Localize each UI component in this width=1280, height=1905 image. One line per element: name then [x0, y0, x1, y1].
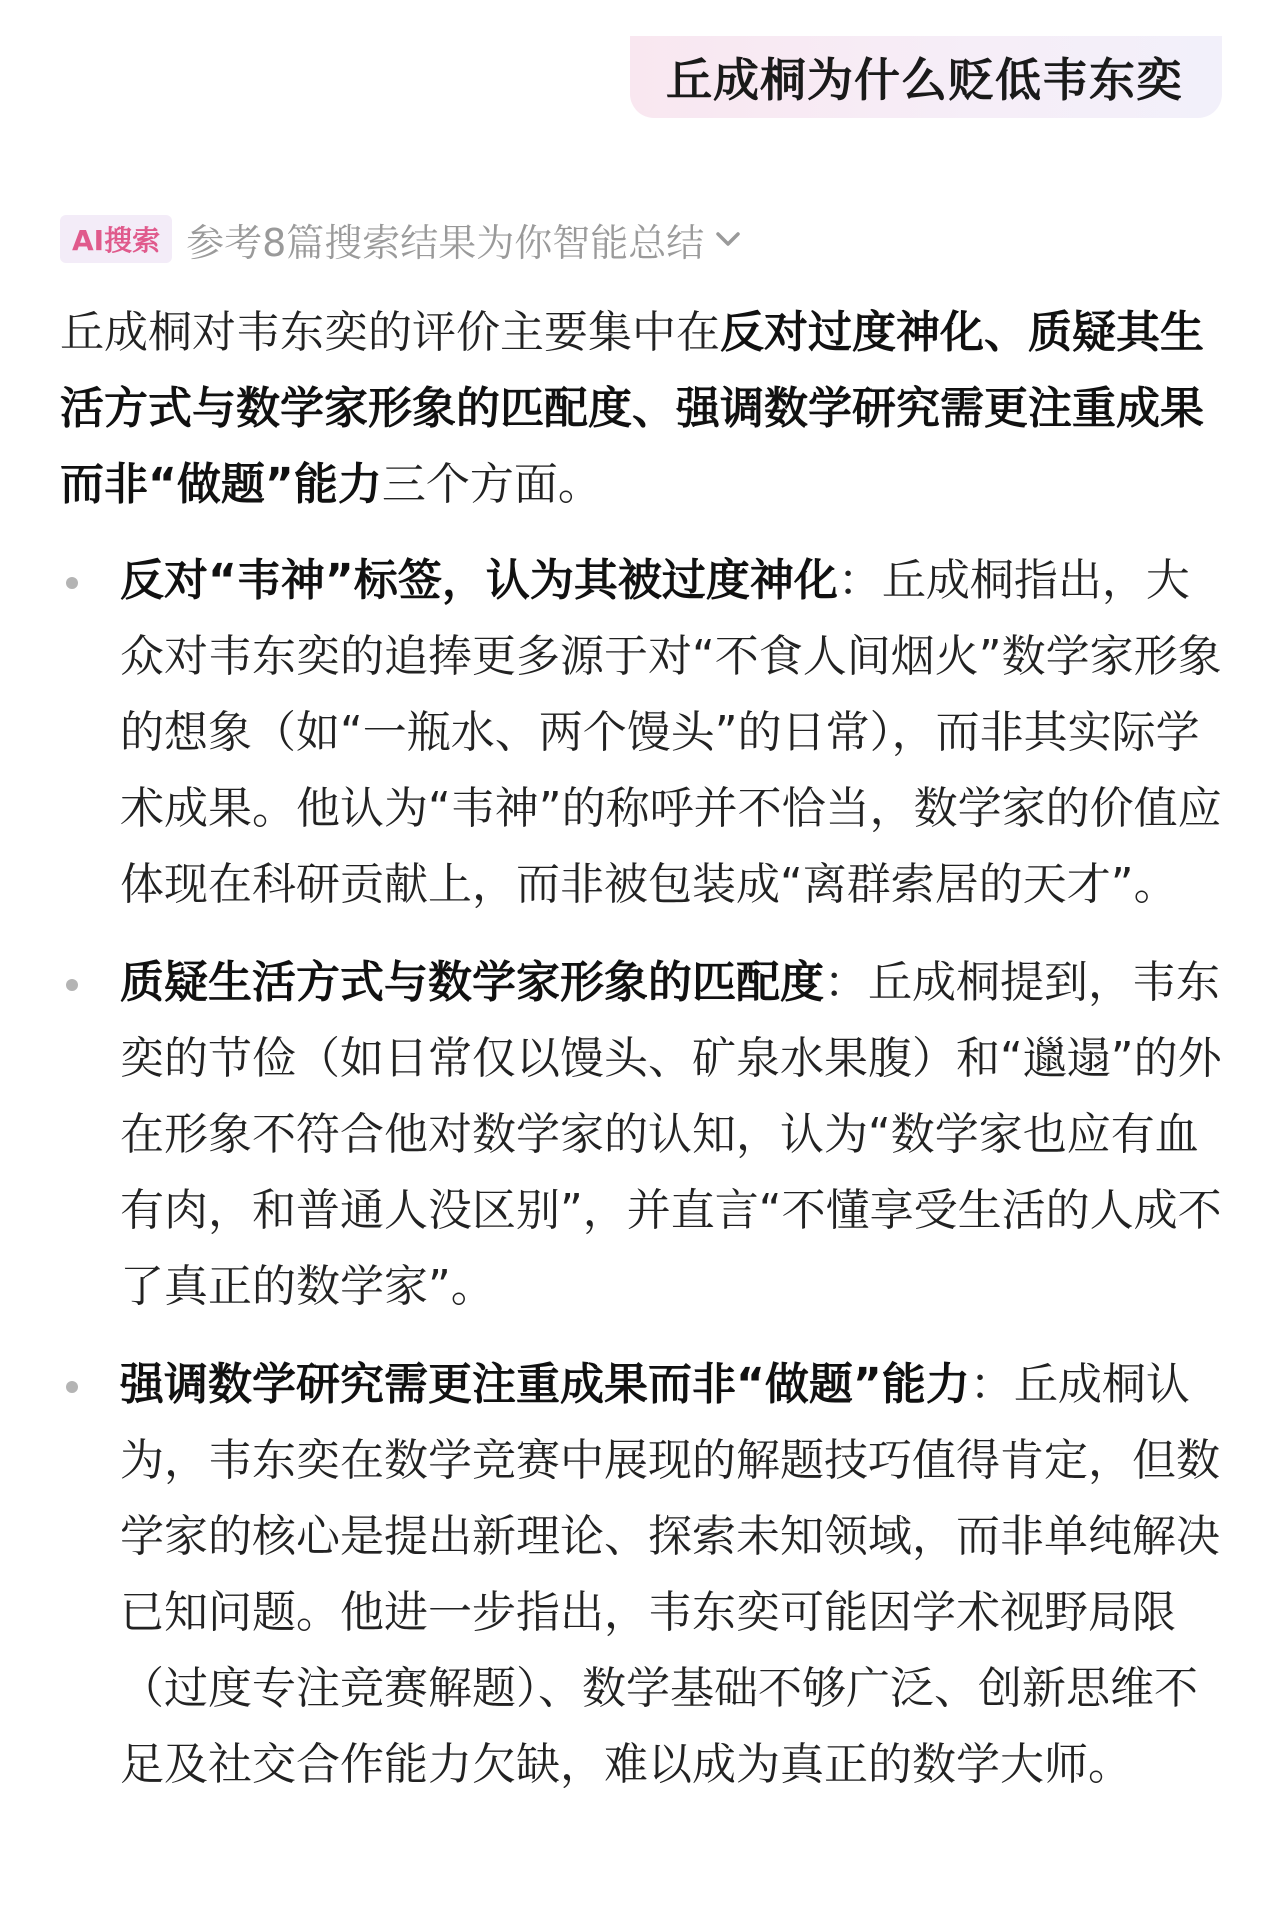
ai-summary-label[interactable]: 参考8篇搜索结果为你智能总结: [186, 220, 705, 265]
bullet-dot: [66, 1381, 78, 1393]
point-body: 丘成桐指出，大众对韦东奕的追捧更多源于对“不食人间烟火”数学家形象的想象（如“一瓶水、两个馒头”的日常），而非其实际学术成果。他认为“韦神”的称呼并不恰当，数学家的价值应体现在科研贡献上，而非被包装成“离群索居的天才”。: [120, 555, 1222, 910]
point-title: 质疑生活方式与数学家形象的匹配度: [120, 957, 824, 1008]
point-separator: ：: [969, 1359, 1014, 1410]
chevron-down-icon[interactable]: [710, 221, 746, 257]
ai-search-header[interactable]: [60, 212, 746, 266]
point-title: 强调数学研究需更注重成果而非“做题”能力: [120, 1359, 970, 1410]
answer-points-list: [60, 543, 1222, 1803]
bullet-dot: [66, 577, 78, 589]
list-item: [60, 543, 1222, 923]
intro-tail: 三个方面。: [381, 459, 602, 510]
intro-lead: 丘成桐对韦东奕的评价主要集中在: [60, 307, 720, 358]
list-item: [60, 945, 1222, 1325]
answer-content: [60, 295, 1222, 1825]
point-separator: ：: [837, 555, 882, 606]
intro-bold: 反对过度神化、质疑其生活方式与数学家形象的匹配度、强调数学研究需更注重成果而非“做题”能力: [60, 307, 1204, 510]
user-query-text: 丘成桐为什么贬低韦东奕: [666, 53, 1183, 107]
point-body: 丘成桐提到，韦东奕的节俭（如日常仅以馒头、矿泉水果腹）和“邋遢”的外在形象不符合他对数学家的认知，认为“数学家也应有血有肉，和普通人没区别”，并直言“不懂享受生活的人成不了真正的数学家”。: [120, 957, 1222, 1312]
answer-intro: [60, 295, 1222, 523]
point-body: 丘成桐认为，韦东奕在数学竞赛中展现的解题技巧值得肯定，但数学家的核心是提出新理论、探索未知领域，而非单纯解决已知问题。他进一步指出，韦东奕可能因学术视野局限（过度专注竞赛解题）、数学基础不够广泛、创新思维不足及社交合作能力欠缺，难以成为真正的数学大师。: [120, 1359, 1220, 1790]
ai-search-badge: AI搜索: [60, 215, 172, 263]
bullet-dot: [66, 979, 78, 991]
point-title: 反对“韦神”标签，认为其被过度神化: [120, 555, 838, 606]
point-separator: ：: [824, 957, 868, 1008]
list-item: [60, 1347, 1222, 1803]
user-query-bubble: [630, 36, 1222, 118]
